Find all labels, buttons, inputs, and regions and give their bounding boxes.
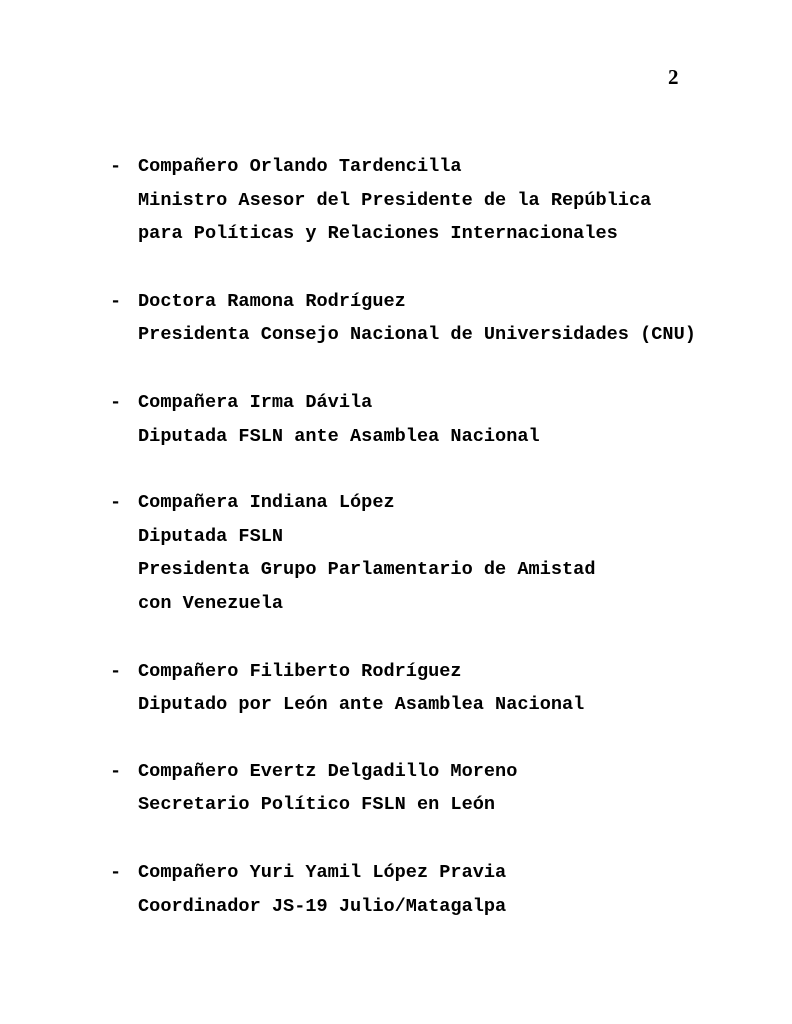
attendee-name: Compañero Yuri Yamil López Pravia	[138, 861, 507, 883]
attendee-role: con Venezuela	[138, 592, 284, 614]
attendee-list	[110, 150, 780, 956]
list-item	[110, 285, 780, 352]
attendee-name: Compañera Indiana López	[138, 492, 395, 514]
list-dash: -	[110, 660, 122, 682]
list-dash: -	[110, 492, 122, 514]
attendee-name: Compañera Irma Dávila	[138, 391, 373, 413]
attendee-name: Compañero Evertz Delgadillo Moreno	[138, 760, 518, 782]
attendee-role: Diputada FSLN ante Asamblea Nacional	[138, 425, 540, 447]
attendee-role: para Políticas y Relaciones Internacionales	[138, 223, 618, 245]
list-item	[110, 856, 780, 923]
attendee-name: Doctora Ramona Rodríguez	[138, 290, 406, 312]
list-item	[110, 655, 780, 722]
attendee-role: Coordinador JS-19 Julio/Matagalpa	[138, 895, 507, 917]
attendee-role: Ministro Asesor del Presidente de la República	[138, 189, 652, 211]
list-dash: -	[110, 861, 122, 883]
attendee-role: Diputada FSLN	[138, 525, 284, 547]
list-dash: -	[110, 156, 122, 177]
attendee-role: Presidenta Consejo Nacional de Universidades (CNU)	[138, 324, 696, 346]
attendee-role: Diputado por León ante Asamblea Nacional	[138, 694, 585, 716]
list-item	[110, 150, 780, 251]
attendee-role: Secretario Político FSLN en León	[138, 794, 496, 816]
list-dash: -	[110, 760, 122, 782]
list-item	[110, 755, 780, 822]
list-dash: -	[110, 290, 122, 312]
list-item	[110, 486, 780, 620]
attendee-role: Presidenta Grupo Parlamentario de Amistad	[138, 559, 596, 581]
list-dash: -	[110, 391, 122, 413]
page-number: 2	[668, 65, 679, 89]
attendee-name: Compañero Filiberto Rodríguez	[138, 660, 462, 682]
list-item	[110, 386, 780, 453]
attendee-name: Compañero Orlando Tardencilla	[138, 156, 462, 177]
